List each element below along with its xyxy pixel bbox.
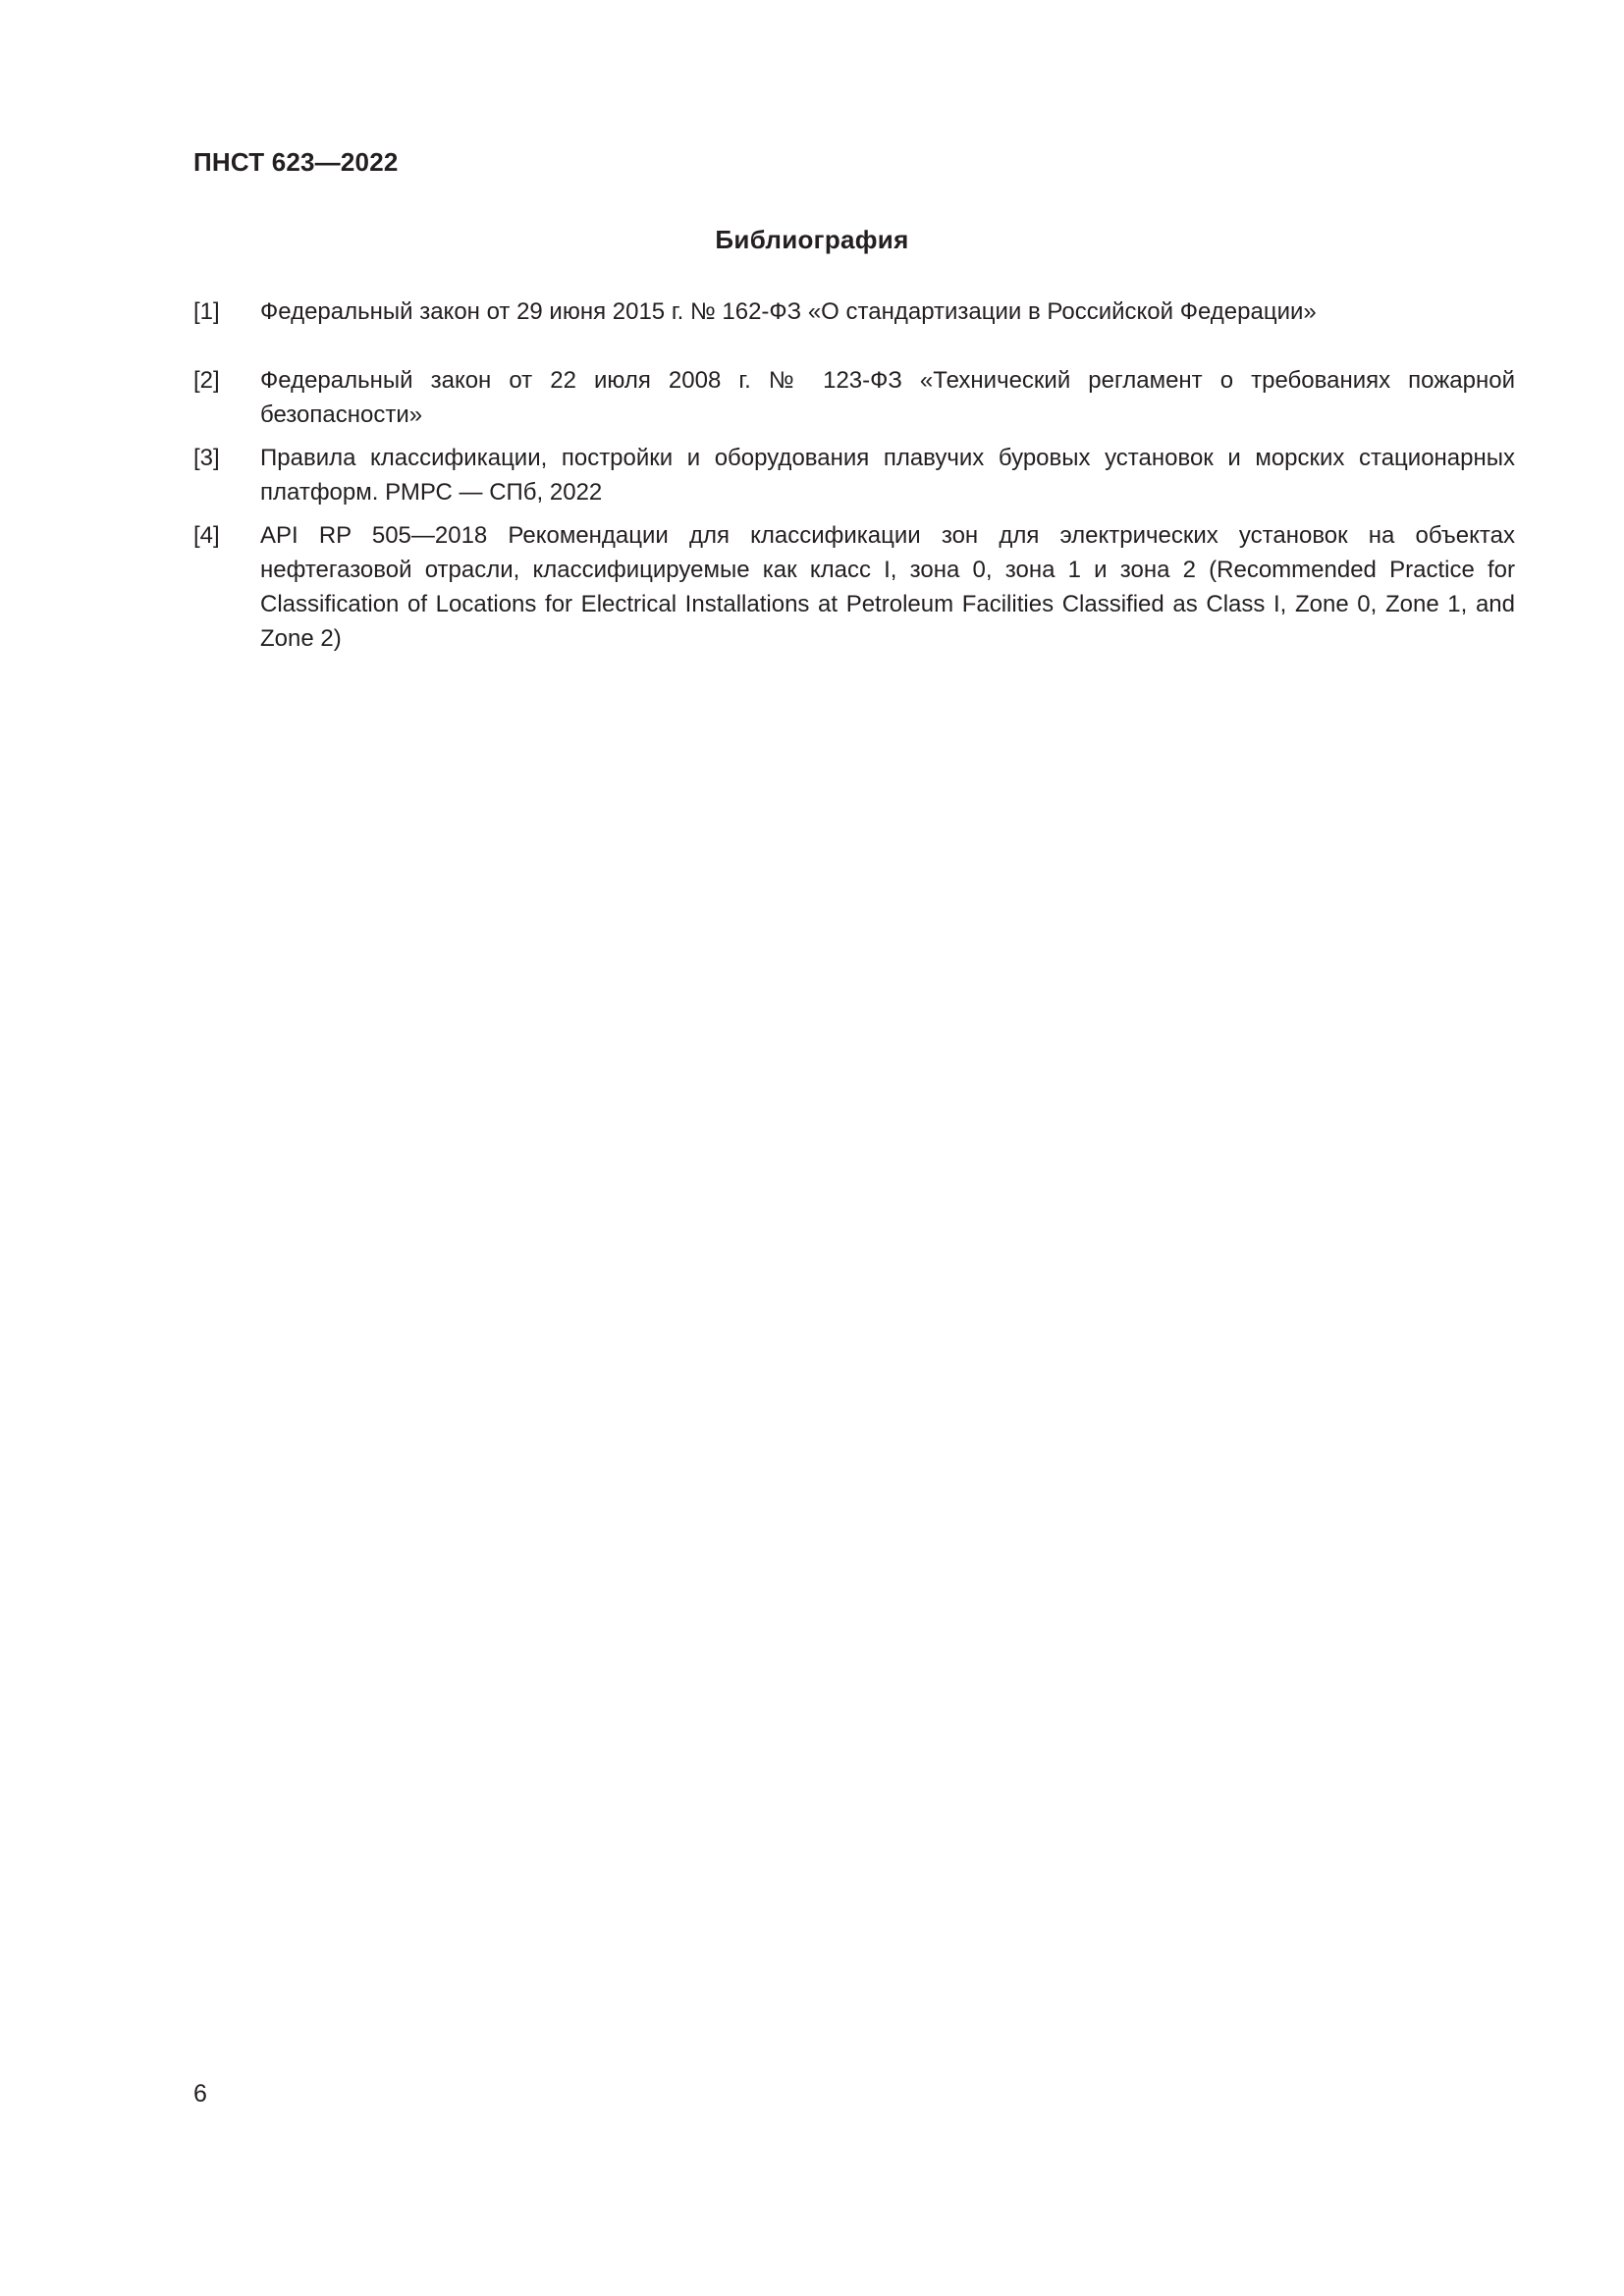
- bibliography-item-text: Федеральный закон от 29 июня 2015 г. № 162-ФЗ «О стандартизации в Российской Федерации»: [260, 298, 1317, 325]
- bibliography-item-number: [4]: [193, 522, 220, 549]
- bibliography-item-number: [2]: [193, 367, 220, 394]
- bibliography-item-number: [3]: [193, 445, 220, 471]
- bibliography-item-text: Федеральный закон от 22 июля 2008 г. № 123-ФЗ «Технический регламент о требованиях пожарной безопасности»: [260, 367, 1515, 428]
- bibliography-item-1: [193, 294, 1515, 329]
- bibliography-item-text: API RP 505—2018 Рекомендации для классификации зон для электрических установок на объектах нефтегазовой отрасли, классифицируемые как класс I, зона 0, зона 1 и зона 2 (Recommended Practice for Classification of Locations for Electrical Installations at Petroleum Facilities Classified as Class I, Zone 0, Zone 1, and Zone 2): [260, 522, 1515, 652]
- bibliography-item-text: Правила классификации, постройки и оборудования плавучих буровых установок и морских стационарных платформ. РМРС — СПб, 2022: [260, 445, 1515, 506]
- bibliography-item-3: [193, 441, 1515, 509]
- section-title: Библиография: [715, 225, 909, 254]
- bibliography-list: [193, 294, 1515, 656]
- standard-code-header: ПНСТ 623—2022: [193, 147, 399, 177]
- bibliography-item-2: [193, 363, 1515, 432]
- bibliography-item-number: [1]: [193, 298, 220, 325]
- page-number: 6: [193, 2080, 207, 2108]
- bibliography-item-4: [193, 518, 1515, 656]
